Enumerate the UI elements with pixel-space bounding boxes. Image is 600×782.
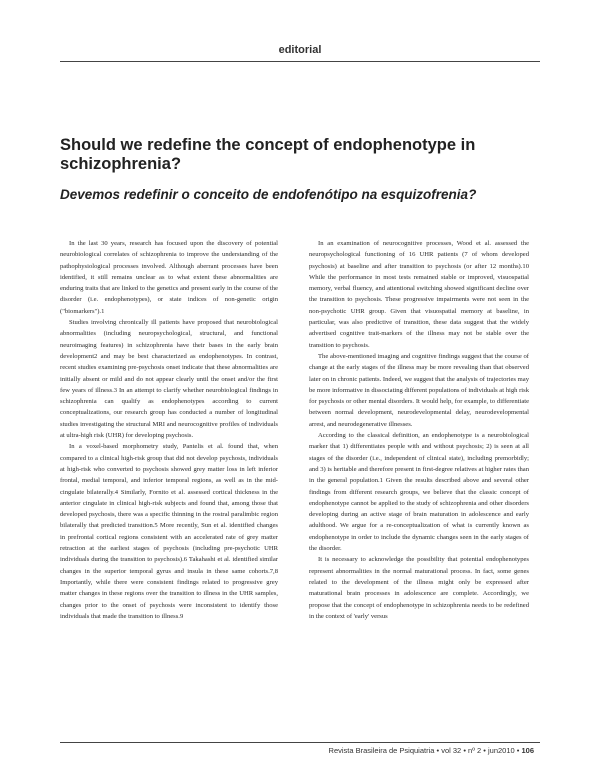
article-title: Should we redefine the concept of endophenotype in schizophrenia? (60, 136, 476, 173)
footer-divider (60, 742, 540, 743)
paragraph: In a voxel-based morphometry study, Pantelis et al. found that, when compared to a clinical high-risk group that did not develop psychosis, individuals at high-risk who converted to psychosis showed grey matter loss in left inferior frontal, medial temporal, and inferior temporal regions, as well as in the mid-cingulate bilaterally.4 Similarly, Fornito et al. assessed cortical thickness in the anterior cingulate in clinical high-risk subjects and found that, among those that developed psychosis, there was a specific thinning in the rostral paralimbic region bilaterally that predicted transition.5 More recently, Sun et al. identified changes in prefrontal cortical regions consistent with an accelerated rate of grey matter retraction at the earliest stages of psychosis (including pre-psychotic UHR individuals during the transition to psychosis).6 Takahashi et al. identified similar changes in the superior temporal gyrus and insula in these same cohorts.7,8 Importantly, while there were consistent findings related to progressive grey matter changes in these regions over the transition to illness in the UHR samples, changes prior to the onset of psychosis were inconsistent to identify those individuals that made the transition to illness.9 (60, 443, 278, 620)
paragraph: In the last 30 years, research has focused upon the discovery of potential neurobiological correlates of schizophrenia to improve the understanding of the pathophysiological processes involved. Although aberrant processes have been identified, it still remains unclear as to what extent these abnormalities are enduring traits that are linked to the genetics and present early in the course of the disorder (i.e. endophenotypes), or state indices of non-genetic origin ("biomarkers").1 (60, 240, 278, 315)
header-divider (60, 61, 540, 62)
right-column (309, 238, 529, 730)
page-footer (329, 746, 534, 755)
paragraph: Studies involving chronically ill patients have proposed that neurobiological abnormalities (including neuropsychological, structural, and functional neuroimaging features) in schizophrenia have their bases in the early brain development2 and may be best characterized as endophenotypes. In contrast, recent studies examining pre-psychosis onset indicate that these abnormalities are initially absent or mild and do not appear clearly until the onset and/or the first few years of illness.3 In an attempt to clarify whether neurobiological findings in schizophrenia can qualify as endophenotypes according to current conceptualizations, our research group has conducted a number of longitudinal studies investigating the structural MRI and neurocognitive profiles of individuals at ultra-high risk (UHR) for developing psychosis. (60, 319, 278, 440)
footer-journal: Revista Brasileira de Psiquiatria • vol 32 • nº 2 • jun2010 • (328, 746, 520, 755)
paragraph: The above-mentioned imaging and cognitive findings suggest that the course of change at the early stages of the illness may be more revealing than that observed later on in chronic patients. Indeed, we suggest that the analysis of trajectories may be more informative in dissociating different populations of individuals at high risk for psychosis or other mental disorders. It would help, for example, to differentiate between normal development, neurodevelopmental delay, neurodevelopmental arrest, and neurodegenerative illnesses. (309, 352, 529, 428)
left-column (60, 238, 278, 730)
paragraph: It is necessary to acknowledge the possibility that potential endophenotypes represent abnormalities in the normal maturational process. In fact, some genes related to the development of the illness might only be expressed after maturational brain processes in adolescence are complete. Accordingly, we propose that the concept of endophenotype in schizophrenia needs to be redefined in the context of 'early' versus (309, 556, 529, 620)
paragraph: According to the classical definition, an endophenotype is a neurobiological marker that 1) differentiates people with and without psychosis; 2) is seen at all stages of the disorder (i.e., independent of clinical state), including premorbidly; and 3) is heritable and therefore present in first-degree relatives at higher rates than in the general population.1 Given the results described above and several other findings from different research groups, we believe that the classic concept of endophenotype cannot be applied to the study of schizophrenia and other disorders developing during an active stage of brain maturation in adolescence and early adulthood. We argue for a re-conceptualization of what is currently known as endophenotype in order to include the dynamic changes seen in the early stages of the disorder. (309, 432, 529, 553)
article-subtitle: Devemos redefinir o conceito de endofenótipo na esquizofrenia? (60, 187, 477, 202)
section-label: editorial (278, 44, 322, 56)
paragraph: In an examination of neurocognitive processes, Wood et al. assessed the neuropsychological functioning of 16 UHR patients (7 of whom developed psychosis) at baseline and after transition to psychosis (or after 12 months).10 While the performance in most tests remained stable or improved, visuospatial memory, verbal fluency, and attentional switching showed significant decline over the transition to psychosis. These progressive impairments were not seen in the non-psychotic UHR group. Given that visuospatial memory at baseline, in particular, was also predictive of transition, these data suggest that the widely advertised cognitive trait-markers of the illness may not be stable over the transition to psychosis. (309, 240, 529, 349)
page-number: 106 (521, 746, 534, 755)
